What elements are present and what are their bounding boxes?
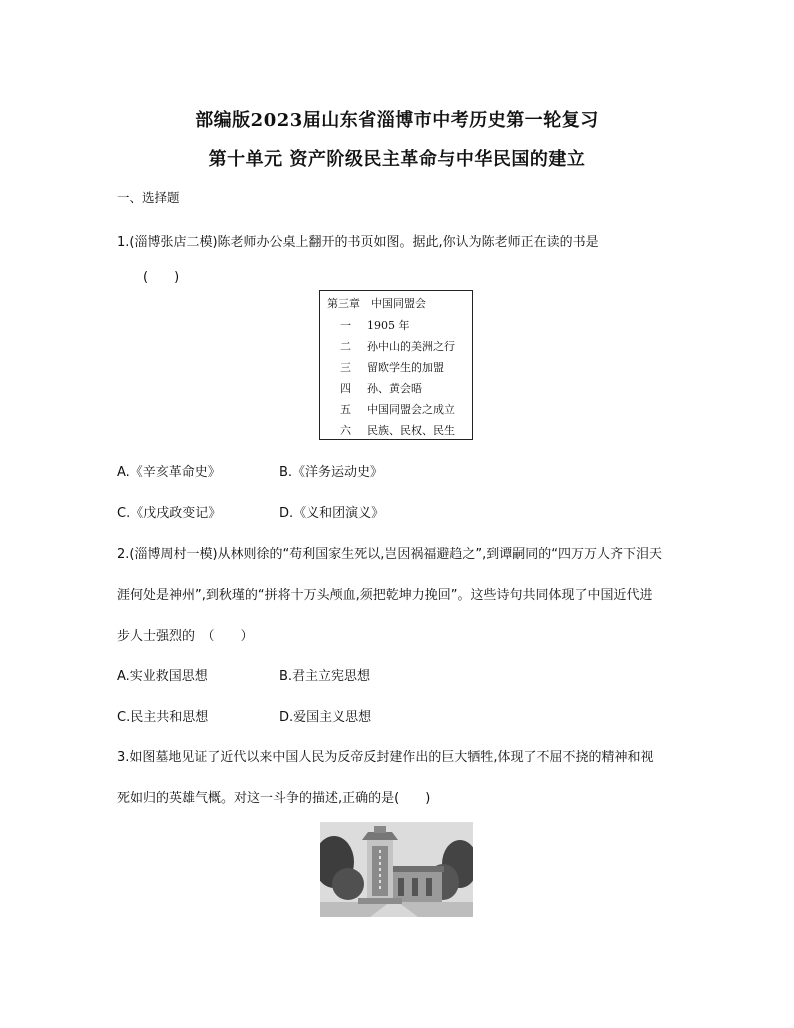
- question-3-text: 3.如图墓地见证了近代以来中国人民为反帝反封建作出的巨大牺牲,体现了不屈不挠的精神和视: [117, 750, 654, 765]
- section-heading: 一、选择题: [117, 190, 180, 205]
- option-a[interactable]: A.《辛亥革命史》: [117, 465, 221, 480]
- question-2-text: 2.(淄博周村一模)从林则徐的“苟利国家生死以,岂因祸福避趋之”,到谭嗣同的“四万万人齐下泪天: [117, 547, 663, 562]
- option-b[interactable]: B.《洋务运动史》: [279, 465, 384, 480]
- option-d[interactable]: D.《义和团演义》: [279, 506, 385, 521]
- option-d[interactable]: D.爱国主义思想: [279, 710, 372, 725]
- question-1-text: 1.(淄博张店二模)陈老师办公桌上翻开的书页如图。据此,你认为陈老师正在读的书是: [117, 235, 599, 250]
- cemetery-photo: [320, 822, 473, 917]
- cemetery-monument-image: [320, 822, 473, 917]
- option-b[interactable]: B.君主立宪思想: [279, 669, 371, 684]
- question-2-text: 涯何处是神州”,到秋瑾的“拼将十万头颅血,须把乾坤力挽回”。这些诗句共同体现了中国近代进: [117, 588, 653, 603]
- option-c[interactable]: C.民主共和思想: [117, 710, 209, 725]
- book-page-figure: 第三章 中国同盟会 一 1905 年 二 孙中山的美洲之行 三 留欧学生的加盟 四 孙、黄会晤 五 中国同盟会之成立 六 民族、民权、民生: [319, 290, 473, 440]
- question-3-text: 死如归的英雄气概。对这一斗争的描述,正确的是( ): [117, 791, 431, 806]
- option-a[interactable]: A.实业救国思想: [117, 669, 208, 684]
- option-c[interactable]: C.《戊戌政变记》: [117, 506, 222, 521]
- toc-heading: 第三章 中国同盟会: [327, 297, 426, 310]
- question-1-blank: ( ): [143, 270, 180, 285]
- unit-title: 第十单元 资产阶级民主革命与中华民国的建立: [208, 149, 586, 170]
- question-2-text: 步人士强烈的 （ ）: [117, 629, 254, 644]
- document-title: 部编版2023届山东省淄博市中考历史第一轮复习: [195, 110, 599, 131]
